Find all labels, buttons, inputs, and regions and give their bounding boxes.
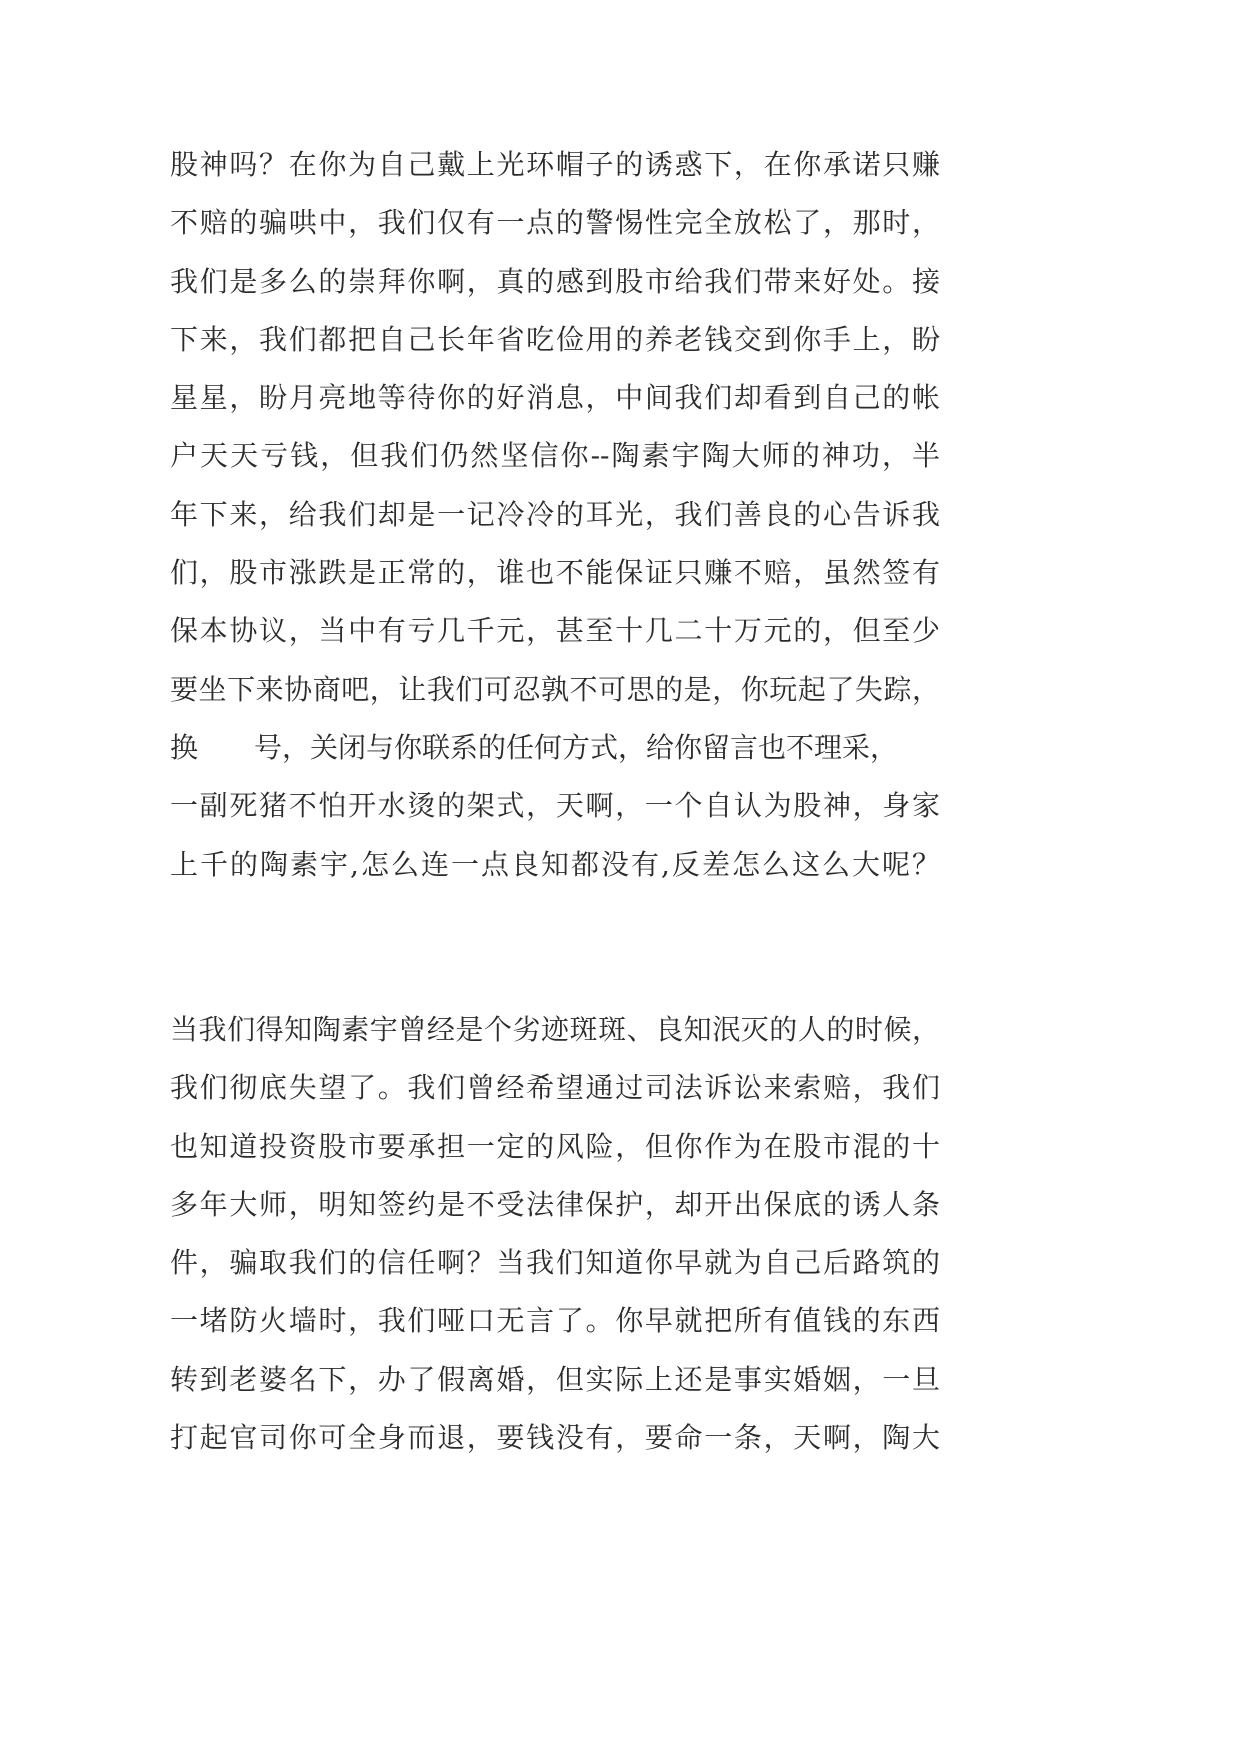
text-line: 上千的陶素宇,怎么连一点良知都没有,反差怎么这么大呢？ bbox=[170, 847, 940, 881]
text-line: 件，骗取我们的信任啊？当我们知道你早就为自己后路筑的 bbox=[170, 1246, 940, 1280]
paragraph-2 bbox=[170, 1001, 940, 1467]
text-line: 打起官司你可全身而退，要钱没有，要命一条，天啊，陶大 bbox=[170, 1421, 940, 1455]
text-line: 年下来，给我们却是一记冷冷的耳光，我们善良的心告诉我 bbox=[170, 497, 940, 531]
text-line: 不赔的骗哄中，我们仅有一点的警惕性完全放松了，那时， bbox=[170, 206, 940, 240]
text-line: 多年大师，明知签约是不受法律保护，却开出保底的诱人条 bbox=[170, 1187, 940, 1221]
text-line: 股神吗？在你为自己戴上光环帽子的诱惑下，在你承诺只赚 bbox=[170, 148, 940, 181]
paragraph-1 bbox=[170, 136, 940, 894]
text-line: 换 号，关闭与你联系的任何方式，给你留言也不理采， bbox=[170, 730, 899, 764]
text-line: 下来，我们都把自己长年省吃俭用的养老钱交到你手上，盼 bbox=[170, 322, 940, 356]
text-line: 转到老婆名下，办了假离婚，但实际上还是事实婚姻，一旦 bbox=[170, 1362, 940, 1396]
text-line: 保本协议，当中有亏几千元，甚至十几二十万元的，但至少 bbox=[170, 614, 940, 648]
text-line: 户天天亏钱，但我们仍然坚信你--陶素宇陶大师的神功，半 bbox=[170, 439, 940, 473]
text-line: 星星，盼月亮地等待你的好消息，中间我们却看到自己的帐 bbox=[170, 381, 940, 415]
text-line: 要坐下来协商吧，让我们可忍孰不可思的是，你玩起了失踪， bbox=[170, 672, 940, 706]
text-line: 一堵防火墙时，我们哑口无言了。你早就把所有值钱的东西 bbox=[170, 1304, 940, 1338]
text-line: 们，股市涨跌是正常的，谁也不能保证只赚不赔，虽然签有 bbox=[170, 556, 940, 590]
text-line: 我们是多么的崇拜你啊，真的感到股市给我们带来好处。接 bbox=[170, 264, 940, 298]
text-line: 我们彻底失望了。我们曾经希望通过司法诉讼来索赔，我们 bbox=[170, 1071, 940, 1105]
text-line: 也知道投资股市要承担一定的风险，但你作为在股市混的十 bbox=[170, 1129, 940, 1163]
text-line: 一副死猪不怕开水烫的架式，天啊，一个自认为股神，身家 bbox=[170, 789, 940, 823]
text-line: 当我们得知陶素宇曾经是个劣迹斑斑、良知泯灭的人的时候， bbox=[170, 1013, 940, 1046]
